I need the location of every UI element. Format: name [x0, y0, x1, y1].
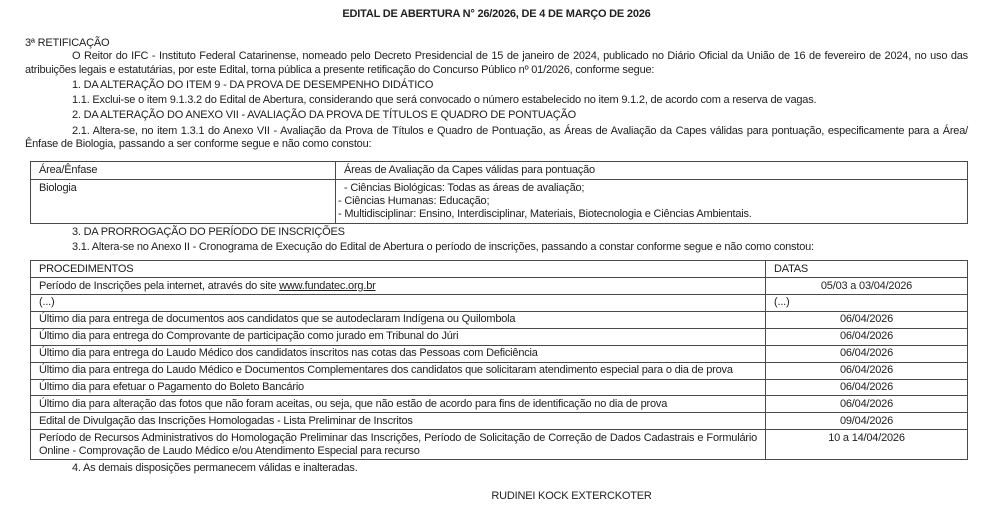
capes-header-areas-validas: Áreas de Avaliação da Capes válidas para pontuação [336, 162, 968, 180]
date-cell: 09/04/2026 [766, 413, 968, 430]
capes-line: - Ciências Humanas: Educação; [338, 194, 490, 207]
date-cell: 06/04/2026 [766, 328, 968, 345]
schedule-row [31, 379, 968, 396]
area-enfase-cell: Biologia [31, 180, 336, 223]
schedule-header-row [31, 261, 968, 278]
date-cell: 06/04/2026 [766, 345, 968, 362]
procedure-cell: Período de Recursos Administrativos do Homologação Preliminar das Inscrições, Período de Solicitação de Correção de Dados Cadastrais e Formulário Online - Comprovação de Laudo Médico e/ou Atendimento Especial para recurso [31, 430, 766, 460]
procedure-cell: Último dia para efetuar o Pagamento do Boleto Bancário [31, 379, 766, 396]
schedule-row [31, 396, 968, 413]
schedule-row [31, 345, 968, 362]
capes-table-body [31, 180, 968, 223]
procedure-cell: Período de Inscrições pela internet, através do site www.fundatec.org.br [31, 278, 766, 295]
section-2-heading: 2. DA ALTERAÇÃO DO ANEXO VII - AVALIAÇÃO DA PROVA DE TÍTULOS E QUADRO DE PONTUAÇÃO [72, 109, 576, 122]
schedule-header-procedimentos: PROCEDIMENTOS [31, 261, 766, 278]
schedule-table [30, 260, 968, 460]
schedule-table-body [31, 278, 968, 460]
schedule-header-datas: DATAS [766, 261, 968, 278]
procedure-cell: Último dia para alteração das fotos que não foram aceitas, ou seja, que não estão de acordo para fins de identificação no dia de prova [31, 396, 766, 413]
retification-heading: 3ª RETIFICAÇÃO [25, 37, 110, 49]
procedure-cell: Último dia para entrega do Laudo Médico dos candidatos inscritos nas cotas das Pessoas com Deficiência [31, 345, 766, 362]
fundatec-site-link[interactable]: www.fundatec.org.br [279, 279, 376, 292]
item-2-1-paragraph: 2.1. Altera-se, no item 1.3.1 do Anexo VII - Avaliação da Prova de Títulos e Quadro de Pontuação, as Áreas de Avaliação da Capes válidas para pontuação, especificamente para a Área/Ênfase de Biologia, passando a ser conforme segue e não como constou: [25, 124, 968, 151]
section-3-heading: 3. DA PRORROGAÇÃO DO PERÍODO DE INSCRIÇÕES [72, 225, 345, 238]
date-cell: 10 a 14/04/2026 [766, 430, 968, 460]
schedule-row [31, 413, 968, 430]
procedure-cell: Último dia para entrega do Laudo Médico e Documentos Complementares dos candidatos que solicitaram atendimento especial para o dia de prova [31, 362, 766, 379]
capes-line: - Ciências Biológicas: Todas as áreas de avaliação; [344, 182, 585, 195]
procedure-cell: Último dia para entrega do Comprovante de participação como jurado em Tribunal do Júri [31, 328, 766, 345]
date-cell: (...) [766, 294, 968, 311]
section-1-heading: 1. DA ALTERAÇÃO DO ITEM 9 - DA PROVA DE DESEMPENHO DIDÁTICO [72, 78, 434, 91]
date-cell: 06/04/2026 [766, 379, 968, 396]
item-1-1-paragraph: 1.1. Exclui-se o item 9.1.3.2 do Edital de Abertura, considerando que será convocado o número estabelecido no item 9.1.2, de acordo com a reserva de vagas. [72, 94, 817, 107]
capes-table [30, 161, 968, 223]
procedure-cell: Último dia para entrega de documentos aos candidatos que se autodeclaram Indígena ou Quilombola [31, 311, 766, 328]
capes-row [31, 180, 968, 223]
schedule-row [31, 294, 968, 311]
procedure-cell: Edital de Divulgação das Inscrições Homologadas - Lista Preliminar de Inscritos [31, 413, 766, 430]
capes-header-row [31, 162, 968, 180]
schedule-row [31, 362, 968, 379]
date-cell: 06/04/2026 [766, 396, 968, 413]
procedure-cell: (...) [31, 294, 766, 311]
date-cell: 06/04/2026 [766, 362, 968, 379]
closing-paragraph: 4. As demais disposições permanecem válidas e inalteradas. [72, 462, 358, 475]
schedule-row [31, 328, 968, 345]
intro-paragraph: O Reitor do IFC - Instituto Federal Catarinense, nomeado pelo Decreto Presidencial de 15 de janeiro de 2024, publicado no Diário Oficial da União de 16 de fevereiro de 2024, no uso das atribuições legais e estatutárias, por este Edital, torna pública a presente retificação do Concurso Público nº 01/2026, conforme segue: [25, 50, 968, 76]
capes-line: - Multidisciplinar: Ensino, Interdisciplinar, Materiais, Biotecnologia e Ciências Ambientais. [338, 207, 752, 220]
capes-header-area: Área/Ênfase [31, 162, 336, 180]
schedule-row [31, 430, 968, 460]
schedule-row [31, 311, 968, 328]
date-cell: 06/04/2026 [766, 311, 968, 328]
item-3-1-paragraph: 3.1. Altera-se no Anexo II - Cronograma de Execução do Edital de Abertura o período de inscrições, passando a constar conforme segue e não como constou: [72, 240, 814, 253]
signature-name: RUDINEI KOCK EXTERCKOTER [491, 490, 652, 503]
date-cell: 05/03 a 03/04/2026 [766, 278, 968, 295]
capes-areas-cell [336, 180, 968, 223]
document-title: EDITAL DE ABERTURA N° 26/2026, DE 4 DE MARÇO DE 2026 [342, 8, 651, 20]
schedule-row [31, 278, 968, 295]
